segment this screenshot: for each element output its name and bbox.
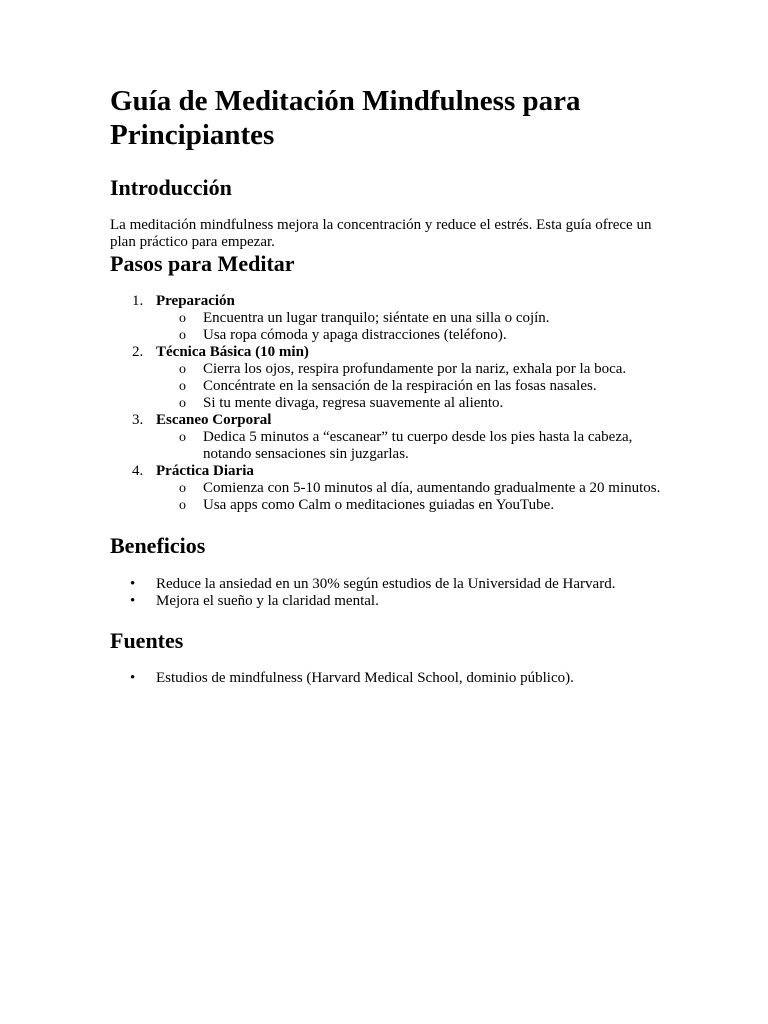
intro-paragraph: La meditación mindfulness mejora la concentración y reduce el estrés. Esta guía ofrece un plan práctico para empezar. xyxy=(110,217,652,250)
list-item xyxy=(110,670,670,687)
bullet-icon: • xyxy=(130,593,136,609)
circle-bullet-icon: o xyxy=(179,481,186,496)
step-subitem xyxy=(156,361,670,378)
list-item-text: Estudios de mindfulness (Harvard Medical School, dominio público). xyxy=(156,670,574,686)
intro-heading: Introducción xyxy=(110,175,232,200)
circle-bullet-icon: o xyxy=(179,328,186,343)
circle-bullet-icon: o xyxy=(179,379,186,394)
list-item xyxy=(110,593,670,610)
step-title: Técnica Básica (10 min) xyxy=(156,344,309,360)
list-item-text: Mejora el sueño y la claridad mental. xyxy=(156,593,379,609)
step-title: Preparación xyxy=(156,293,235,309)
step-subitem xyxy=(156,395,670,412)
step-subitem-text: Usa apps como Calm o meditaciones guiadas en YouTube. xyxy=(203,497,555,513)
bullet-icon: • xyxy=(130,670,136,686)
step-subitem-text: Cierra los ojos, respira profundamente por la nariz, exhala por la boca. xyxy=(203,361,627,377)
step-number: 4. xyxy=(132,463,144,479)
step-title: Escaneo Corporal xyxy=(156,412,272,428)
step-item xyxy=(110,344,670,412)
step-number: 3. xyxy=(132,412,144,428)
circle-bullet-icon: o xyxy=(179,396,186,411)
step-subitem-text: Concéntrate en la sensación de la respiración en las fosas nasales. xyxy=(203,378,597,394)
step-subitem xyxy=(156,497,670,514)
step-sublist xyxy=(156,361,670,412)
step-subitem xyxy=(156,327,670,344)
step-subitem-text: Comienza con 5-10 minutos al día, aumentando gradualmente a 20 minutos. xyxy=(203,480,661,496)
step-number: 2. xyxy=(132,344,144,360)
step-sublist xyxy=(156,480,670,514)
circle-bullet-icon: o xyxy=(179,311,186,326)
list-item-text: Reduce la ansiedad en un 30% según estudios de la Universidad de Harvard. xyxy=(156,576,616,592)
step-subitem-text: Encuentra un lugar tranquilo; siéntate en una silla o cojín. xyxy=(203,310,550,326)
step-sublist xyxy=(156,429,670,463)
steps-list xyxy=(110,293,670,514)
step-item xyxy=(110,412,670,463)
step-subitem xyxy=(156,480,670,497)
list-item xyxy=(110,576,670,593)
step-subitem xyxy=(156,429,670,463)
step-sublist xyxy=(156,310,670,344)
step-subitem-text: Dedica 5 minutos a “escanear” tu cuerpo desde los pies hasta la cabeza, notando sensaciones sin juzgarlas. xyxy=(203,429,633,462)
step-number: 1. xyxy=(132,293,144,309)
step-item xyxy=(110,293,670,344)
step-item xyxy=(110,463,670,514)
step-subitem-text: Usa ropa cómoda y apaga distracciones (teléfono). xyxy=(203,327,507,343)
bullet-icon: • xyxy=(130,576,136,592)
circle-bullet-icon: o xyxy=(179,430,186,445)
sources-heading: Fuentes xyxy=(110,628,184,653)
step-subitem-text: Si tu mente divaga, regresa suavemente al aliento. xyxy=(203,395,504,411)
steps-heading: Pasos para Meditar xyxy=(110,251,295,276)
document-page xyxy=(110,84,670,687)
step-subitem xyxy=(156,378,670,395)
step-title: Práctica Diaria xyxy=(156,463,254,479)
benefits-heading: Beneficios xyxy=(110,533,206,558)
circle-bullet-icon: o xyxy=(179,362,186,377)
benefits-list xyxy=(110,576,670,610)
document-title: Guía de Meditación Mindfulness para Principiantes xyxy=(110,85,581,151)
sources-list xyxy=(110,670,670,687)
step-subitem xyxy=(156,310,670,327)
circle-bullet-icon: o xyxy=(179,498,186,513)
